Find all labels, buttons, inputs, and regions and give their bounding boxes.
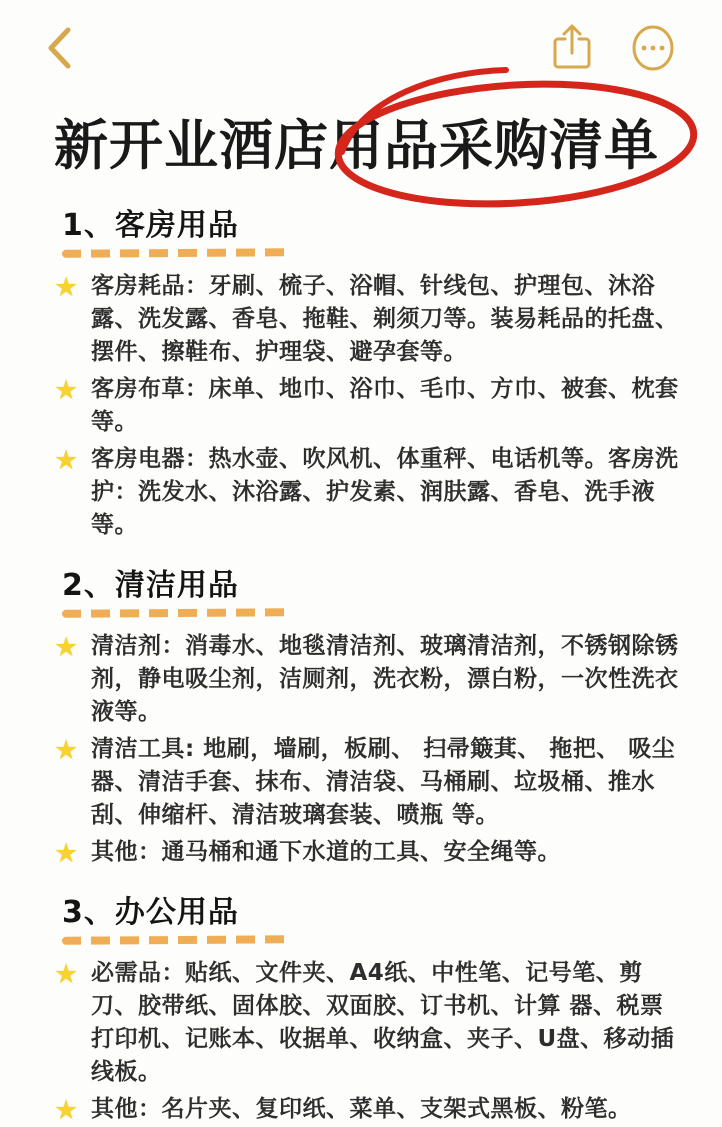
list-item <box>54 443 686 542</box>
section-heading <box>54 893 297 944</box>
star-icon: ★ <box>54 1095 79 1126</box>
list-item <box>54 630 686 729</box>
chevron-left-icon <box>44 24 74 75</box>
section-heading-text: 1、客房用品 <box>62 208 239 243</box>
list-item <box>54 957 686 1089</box>
dashed-underline <box>62 935 287 945</box>
section-heading <box>54 566 297 617</box>
checklist-section <box>54 206 686 542</box>
share-button[interactable] <box>546 19 598 80</box>
title-row <box>0 110 722 182</box>
list-item <box>54 373 686 439</box>
list-item <box>54 836 686 869</box>
ellipsis-circle-icon <box>628 23 678 76</box>
more-button[interactable] <box>624 19 682 80</box>
section-heading-text: 2、清洁用品 <box>62 568 239 603</box>
section-heading <box>54 206 297 257</box>
star-icon: ★ <box>54 445 79 476</box>
star-icon: ★ <box>54 735 79 766</box>
star-icon: ★ <box>54 632 79 663</box>
nav-bar <box>0 0 722 88</box>
back-button[interactable] <box>40 20 78 79</box>
section-heading-text: 3、办公用品 <box>62 895 239 930</box>
star-icon: ★ <box>54 959 79 990</box>
dashed-underline <box>62 608 287 618</box>
section-item-list <box>54 630 686 869</box>
list-item-text: 清洁工具: 地刷，墙刷，板刷、 扫帚簸萁、 拖把、 吸尘器、清洁手套、抹布、清洁袋、马桶刷、垃圾桶、推水刮、伸缩杆、清洁玻璃套装、喷瓶 等。 <box>91 736 676 828</box>
list-item-text: 客房耗品：牙刷、梳子、浴帽、针线包、护理包、沐浴露、洗发露、香皂、拖鞋、剃须刀等。装易耗品的托盘、摆件、擦鞋布、护理袋、避孕套等。 <box>91 273 679 365</box>
checklist-section <box>54 893 686 1126</box>
share-icon <box>550 23 594 76</box>
checklist-content <box>0 206 722 1126</box>
list-item-text: 客房布草：床单、地巾、浴巾、毛巾、方巾、被套、枕套等。 <box>91 376 679 435</box>
list-item <box>54 1093 686 1126</box>
star-icon: ★ <box>54 375 79 406</box>
page-title: 新开业酒店用品采购清单 <box>54 114 659 177</box>
list-item <box>54 733 686 832</box>
list-item-text: 其他：通马桶和通下水道的工具、安全绳等。 <box>91 839 561 865</box>
section-item-list <box>54 957 686 1126</box>
star-icon: ★ <box>54 838 79 869</box>
checklist-section <box>54 566 686 869</box>
list-item-text: 清洁剂：消毒水、地毯清洁剂、玻璃清洁剂，不锈钢除锈剂，静电吸尘剂，洁厕剂，洗衣粉，漂白粉，一次性洗衣液等。 <box>91 633 679 725</box>
dashed-underline <box>62 248 287 258</box>
list-item-text: 客房电器：热水壶、吹风机、体重秤、电话机等。客房洗护：洗发水、沐浴露、护发素、润肤露、香皂、洗手液等。 <box>91 446 679 538</box>
list-item-text: 其他：名片夹、复印纸、菜单、支架式黑板、粉笔。 <box>91 1096 632 1122</box>
list-item-text: 必需品：贴纸、文件夹、A4纸、中性笔、记号笔、剪刀、胶带纸、固体胶、双面胶、订书机、计算 器、税票打印机、记账本、收据单、收纳盒、夹子、U盘、移动插线板。 <box>91 960 675 1085</box>
section-item-list <box>54 270 686 542</box>
list-item <box>54 270 686 369</box>
star-icon: ★ <box>54 272 79 303</box>
